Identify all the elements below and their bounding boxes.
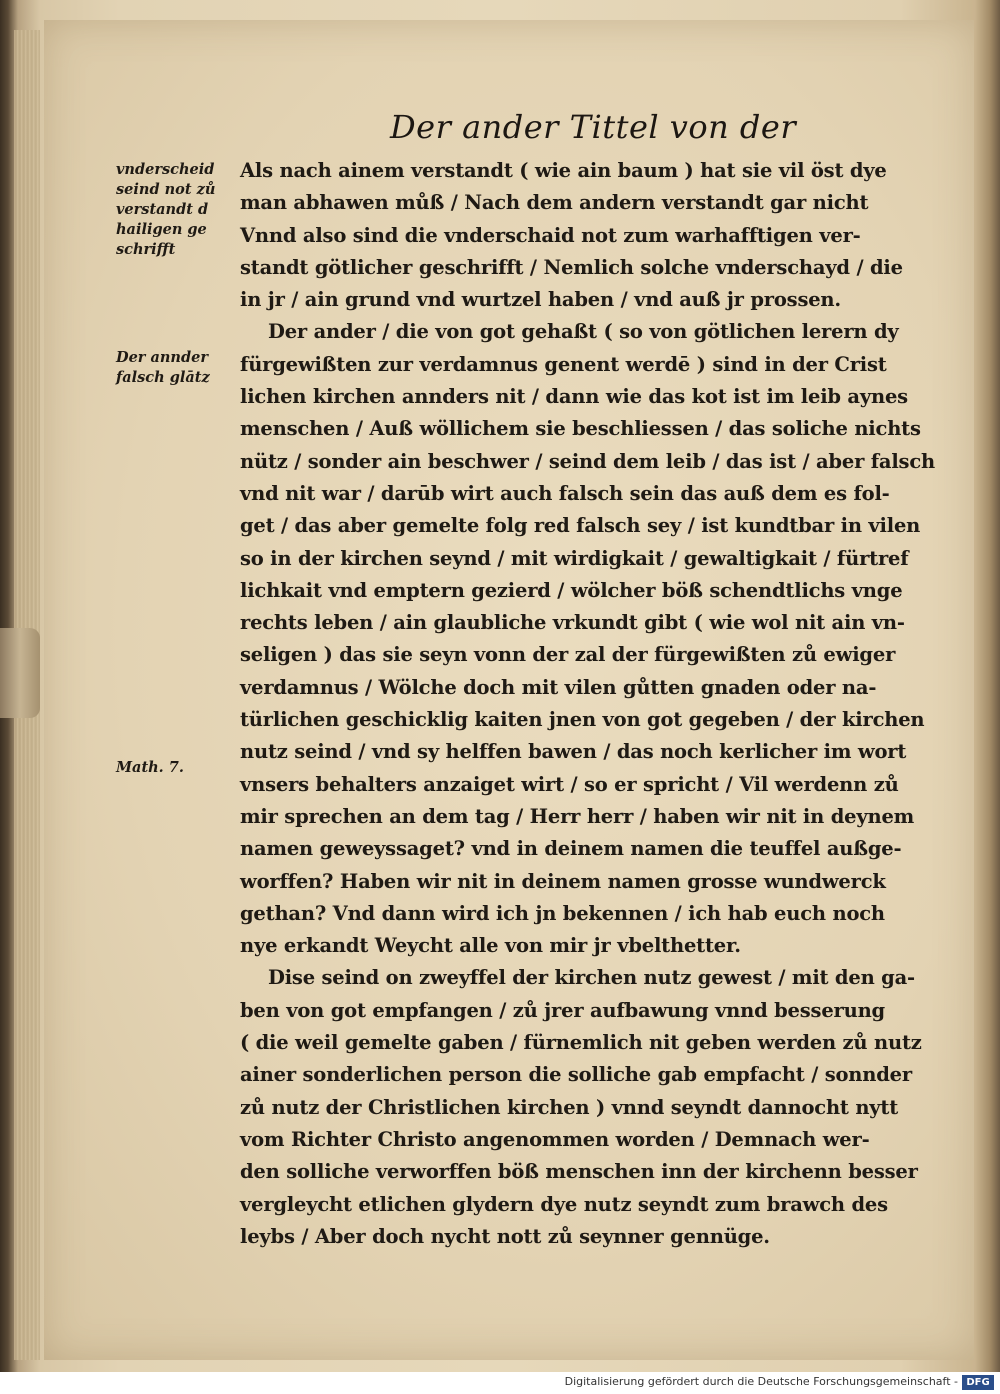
text-line: rechts leben / ain glaubliche vrkundt gibt ( wie wol nit ain vn- xyxy=(240,611,905,635)
margin-note-line: vnderscheid xyxy=(116,161,215,178)
footer-bar xyxy=(0,1372,1000,1394)
text-line: vnd nit war / darūb wirt auch falsch sein das auß dem es fol- xyxy=(240,481,890,505)
margin-note-line: Der annder xyxy=(116,349,208,366)
margin-note-line: verstandt d xyxy=(116,201,209,218)
text-line: nutz seind / vnd sy helffen bawen / das noch kerlicher im wort xyxy=(240,740,907,764)
margin-note-line: seind not zů xyxy=(116,181,216,198)
running-header: Der ander Tittel von der xyxy=(390,108,797,146)
text-line: get / das aber gemelte folg red falsch sey / ist kundtbar in vilen xyxy=(240,514,921,538)
text-line: namen geweyssaget? vnd in deinem namen die teuffel außge- xyxy=(240,837,902,861)
margin-note-line: schrifft xyxy=(116,241,176,258)
margin-note-3 xyxy=(116,758,238,778)
text-line: in jr / ain grund vnd wurtzel haben / vnd auß jr prossen. xyxy=(240,288,841,312)
text-line: den solliche verworffen böß menschen inn der kirchenn besser xyxy=(240,1160,918,1184)
text-line: ainer sonderlichen person die solliche gab empfacht / sonnder xyxy=(240,1063,912,1087)
text-line: vom Richter Christo angenommen worden / Demnach wer- xyxy=(240,1127,870,1151)
text-line: ben von got empfangen / zů jrer aufbawung vnnd besserung xyxy=(240,998,885,1022)
margin-note-2 xyxy=(116,348,238,388)
margin-note-line: Math. 7. xyxy=(116,759,184,776)
text-line: standt götlicher geschrifft / Nemlich solche vnderschayd / die xyxy=(240,255,903,279)
text-line: menschen / Auß wöllichem sie beschliessen / das soliche nichts xyxy=(240,417,921,441)
text-line: mir sprechen an dem tag / Herr herr / haben wir nit in deynem xyxy=(240,804,915,828)
margin-note-line: falsch glātz xyxy=(116,369,210,386)
text-line: Vnnd also sind die vnderschaid not zum warhafftigen ver- xyxy=(240,223,861,247)
text-line: nütz / sonder ain beschwer / seind dem leib / das ist / aber falsch xyxy=(240,449,935,473)
text-line: ( die weil gemelte gaben / fürnemlich nit geben werden zů nutz xyxy=(240,1031,922,1055)
text-line: Der ander / die von got gehaßt ( so von götlichen lerern dy xyxy=(268,320,899,344)
text-line: worffen? Haben wir nit in deinem namen grosse wundwerck xyxy=(240,869,886,893)
text-line: gethan? Vnd dann wird ich jn bekennen / ich hab euch noch xyxy=(240,901,885,925)
text-line: lichen kirchen annders nit / dann wie das kot ist im leib aynes xyxy=(240,385,908,409)
text-line: fürgewißten zur verdamnus genent werdē ) sind in der Crist xyxy=(240,352,887,376)
dfg-logo: DFG xyxy=(962,1375,994,1390)
text-line: vnsers behalters anzaiget wirt / so er spricht / Vil werdenn zů xyxy=(240,772,899,796)
text-line: verdamnus / Wölche doch mit vilen gůtten gnaden oder na- xyxy=(240,675,877,699)
margin-note-line: hailigen ge xyxy=(116,221,207,238)
text-line: man abhawen můß / Nach dem andern verstandt gar nicht xyxy=(240,191,869,215)
footer-credit: Digitalisierung gefördert durch die Deutsche Forschungsgemeinschaft - xyxy=(564,1375,958,1388)
text-line: nye erkandt Weycht alle von mir jr vbelthetter. xyxy=(240,934,741,958)
text-line: vergleycht etlichen glydern dye nutz seyndt zum brawch des xyxy=(240,1192,888,1216)
main-text-block xyxy=(240,155,940,1253)
text-line: leybs / Aber doch nycht nott zů seynner gennüge. xyxy=(240,1224,770,1248)
text-line: so in der kirchen seynd / mit wirdigkait / gewaltigkait / fürtref xyxy=(240,546,909,570)
text-line: lichkait vnd emptern gezierd / wölcher böß schendtlichs vnge xyxy=(240,578,903,602)
text-line: Als nach ainem verstandt ( wie ain baum ) hat sie vil öst dye xyxy=(240,159,887,182)
text-line: zů nutz der Christlichen kirchen ) vnnd seyndt dannocht nytt xyxy=(240,1095,899,1119)
book-clip xyxy=(0,628,40,718)
text-line: seligen ) das sie seyn vonn der zal der fürgewißten zů ewiger xyxy=(240,643,896,667)
text-line: Dise seind on zweyffel der kirchen nutz gewest / mit den ga- xyxy=(268,966,915,990)
text-line: türlichen geschicklig kaiten jnen von got gegeben / der kirchen xyxy=(240,708,925,732)
margin-note-1 xyxy=(116,160,238,260)
